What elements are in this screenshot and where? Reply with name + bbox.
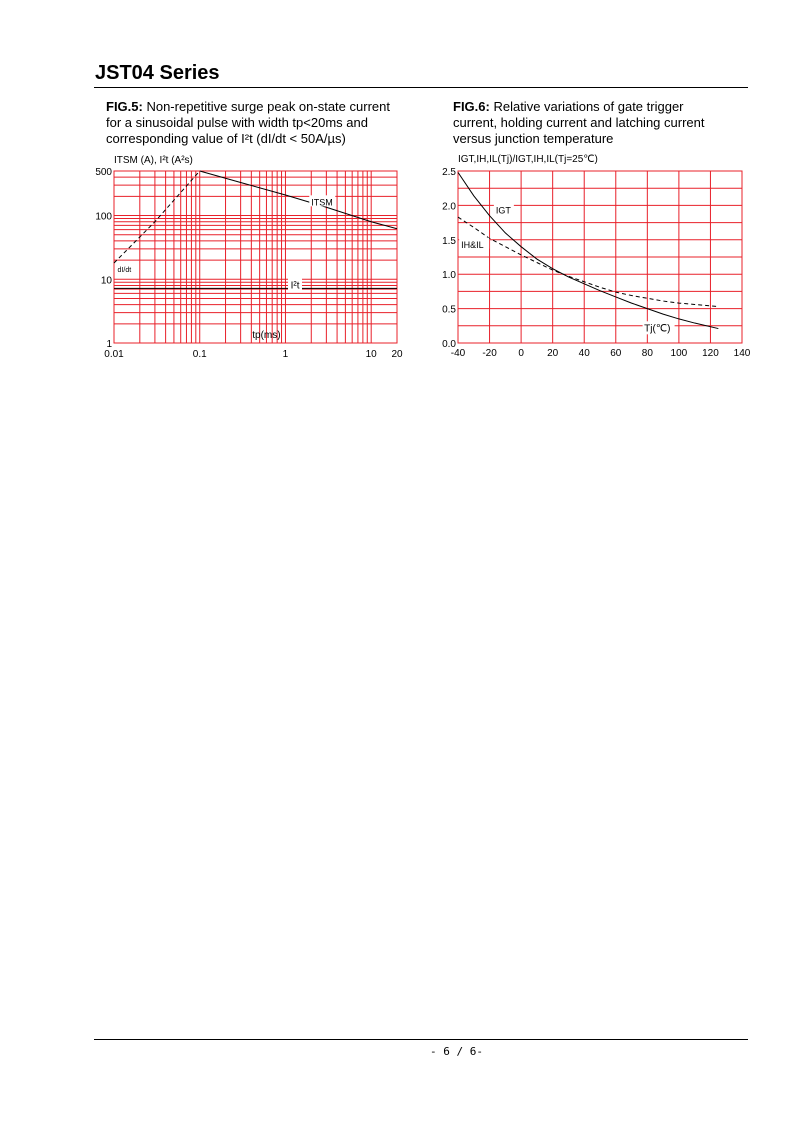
fig5-x-tick-label: 0.01	[104, 349, 124, 360]
fig6-y-tick-label: 1.5	[442, 235, 456, 247]
fig6-caption-line-1: Relative variations of gate trigger	[489, 99, 684, 114]
fig5-itsm-label: ITSM	[311, 197, 333, 208]
fig5-y-tick-label: 100	[95, 211, 112, 223]
fig6-x-tick-label: 20	[547, 348, 559, 359]
fig6-igt-label: IGT	[495, 205, 511, 216]
fig6-x-tick-label: 120	[702, 348, 719, 359]
fig5-didt-label: dI/dt	[117, 267, 132, 275]
fig6-x-tick-label: 0	[518, 348, 524, 359]
fig6-x-axis-title: Tj(℃)	[644, 323, 671, 335]
fig6-y-tick-label: 2.0	[442, 201, 456, 213]
footer-rule	[94, 1039, 748, 1040]
fig6-y-tick-label: 0.0	[442, 339, 456, 350]
fig6-chart	[442, 154, 751, 359]
fig6-caption-line-2: current, holding current and latching current	[453, 115, 705, 130]
charts-canvas	[0, 0, 793, 400]
fig6-x-tick-label: -20	[482, 348, 497, 359]
fig6-y-tick-label: 1.0	[442, 270, 456, 282]
fig5-caption-line-3: corresponding value of I²t (dI/dt < 50A/µs)	[106, 131, 346, 146]
fig6-y-axis-title: IGT,IH,IL(Tj)/IGT,IH,IL(Tj=25℃)	[458, 154, 598, 165]
fig5-x-tick-label: 1	[282, 349, 289, 360]
page-number: - 6 / 6-	[430, 1045, 483, 1058]
fig5-y-tick-label: 1	[106, 339, 112, 350]
fig5-caption-line-1: Non-repetitive surge peak on-state current	[142, 99, 390, 114]
fig6-caption-line-3: versus junction temperature	[453, 131, 614, 146]
fig5-x-tick-label: 0.1	[192, 349, 207, 360]
fig6-x-tick-label: 100	[670, 348, 688, 359]
fig6-y-tick-label: 0.5	[442, 304, 456, 316]
fig5-caption-bold: FIG.5:	[106, 99, 143, 114]
fig5-chart	[95, 155, 403, 360]
fig6-x-tick-label: 80	[641, 348, 653, 359]
fig5-y-tick-label: 500	[95, 167, 112, 178]
fig6-caption-bold: FIG.6:	[453, 99, 490, 114]
fig5-y-tick-label: 10	[100, 275, 112, 287]
fig6-ih-il-label: IH&IL	[461, 240, 484, 251]
fig5-x-axis-title: tp(ms)	[252, 330, 281, 341]
fig6-x-tick-label: 40	[578, 348, 590, 359]
document-title: JST04 Series	[95, 62, 220, 84]
fig5-x-tick-label: 20	[391, 349, 403, 360]
fig5-i2t-label: I²t	[290, 280, 300, 292]
fig6-x-tick-label: -40	[450, 348, 466, 359]
fig6-x-tick-label: 140	[733, 348, 751, 359]
fig5-x-tick-label: 10	[365, 349, 377, 360]
fig6-y-tick-label: 2.5	[442, 167, 456, 178]
fig5-y-axis-title: ITSM (A), I²t (A²s)	[114, 155, 193, 166]
fig6-x-tick-label: 60	[610, 348, 622, 359]
fig5-caption-line-2: for a sinusoidal pulse with width tp<20ms and	[106, 115, 368, 130]
